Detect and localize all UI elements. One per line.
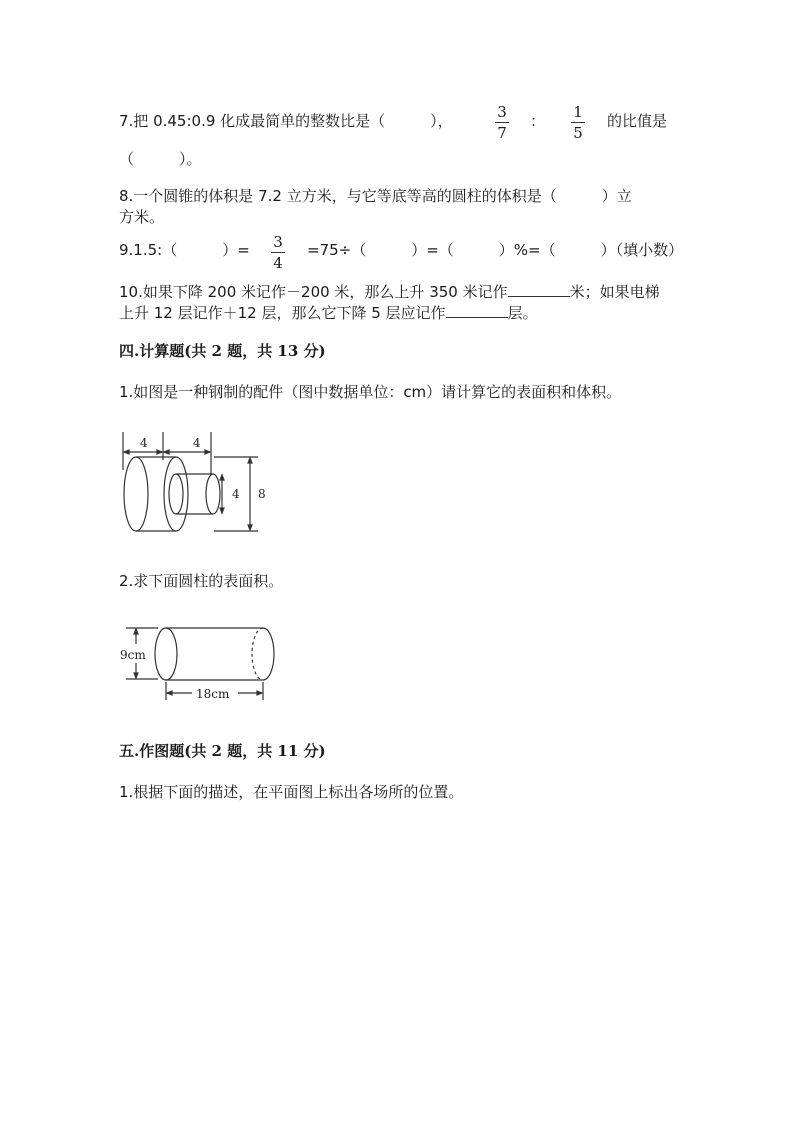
q10-line1-text: 10.如果下降 200 米记作－200 米，那么上升 350 米记作 xyxy=(119,283,508,301)
q7-text: 7.把 0.45:0.9 化成最简单的整数比是（ ）， xyxy=(119,112,453,130)
q7-frac2-denominator: 5 xyxy=(573,124,583,142)
q9-fraction xyxy=(271,234,285,272)
q10-line2-tail: 层。 xyxy=(507,304,538,322)
q10-line1-tail: 米；如果电梯 xyxy=(569,283,660,301)
q7-frac2-numerator: 1 xyxy=(573,103,583,121)
q10-line2-text: 上升 12 层记作＋12 层，那么它下降 5 层应记作 xyxy=(119,304,446,322)
q9-frac-denominator: 4 xyxy=(273,254,283,272)
q7-ratio-text: 的比值是 xyxy=(607,112,668,130)
q7-line1 xyxy=(119,111,453,131)
q7-frac1-denominator: 7 xyxy=(497,124,507,142)
q10-line1 xyxy=(119,281,660,302)
q9-part1: 9.1.5:（ ）= xyxy=(119,241,250,259)
fig1-label-right: 4 xyxy=(193,436,201,450)
steel-part-figure xyxy=(118,430,278,540)
section4-q1: 1.如图是一种钢制的配件（图中数据单位：cm）请计算它的表面积和体积。 xyxy=(119,383,622,401)
q10-blank-1[interactable] xyxy=(508,281,570,297)
q10-line2 xyxy=(119,302,538,323)
section4-q2: 2.求下面圆柱的表面积。 xyxy=(119,572,284,590)
q7-frac1-numerator: 3 xyxy=(497,103,507,121)
fig1-label-left: 4 xyxy=(140,436,148,450)
fig1-label-inner: 4 xyxy=(232,487,240,501)
section5-title: 五.作图题(共 2 题，共 11 分) xyxy=(119,742,326,760)
q7-answer: （ ）。 xyxy=(119,150,202,168)
q9-frac-numerator: 3 xyxy=(273,233,283,251)
section4-title: 四.计算题(共 2 题，共 13 分) xyxy=(119,342,326,360)
q7-fraction-2 xyxy=(571,104,585,142)
q8-line1: 8.一个圆锥的体积是 7.2 立方米，与它等底等高的圆柱的体积是（ ）立 xyxy=(119,187,632,205)
q7-fraction-1 xyxy=(495,104,509,142)
section5-q1: 1.根据下面的描述，在平面图上标出各场所的位置。 xyxy=(119,783,464,801)
fig2-length-label: 18cm xyxy=(196,687,230,701)
q10-blank-2[interactable] xyxy=(446,302,508,318)
q9-part2: =75÷（ ）=（ ）%=（ ）（填小数） xyxy=(307,241,684,259)
cylinder-figure xyxy=(118,620,288,710)
fig2-height-label: 9cm xyxy=(120,648,146,662)
q8-line2: 方米。 xyxy=(119,208,165,226)
fig1-label-outer: 8 xyxy=(258,487,266,501)
q7-colon: ： xyxy=(530,112,546,130)
